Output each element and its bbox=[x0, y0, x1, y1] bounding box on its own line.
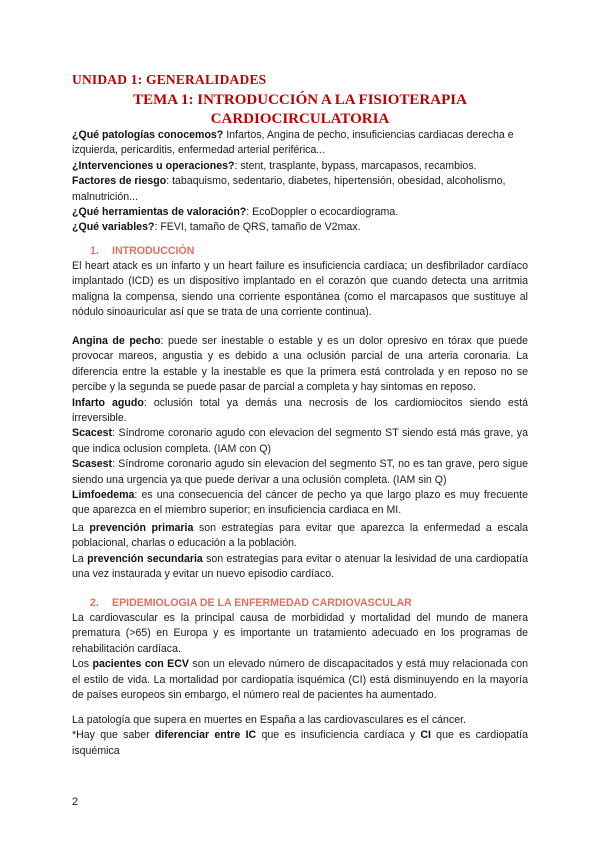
section-2-paragraph-4: *Hay que saber diferenciar entre IC que es insuficiencia cardíaca y CI que es cardiopatía isquémica bbox=[72, 729, 528, 757]
intro-questions bbox=[72, 128, 528, 236]
question-variables: ¿Qué variables?: FEVI, tamaño de QRS, tamaño de V2max. bbox=[72, 221, 361, 234]
section-1-definitions bbox=[72, 334, 528, 519]
unit-heading: UNIDAD 1: GENERALIDADES bbox=[72, 72, 267, 87]
topic-title-line2: CARDIOCIRCULATORIA bbox=[210, 111, 390, 127]
question-interventions: ¿Intervenciones u operaciones?: stent, trasplante, bypass, marcapasos, recambios. bbox=[72, 159, 477, 172]
section-2-notes bbox=[72, 713, 528, 759]
prevention-paragraphs bbox=[72, 521, 528, 583]
section-2-body bbox=[72, 611, 528, 703]
section-1-heading: 1. INTRODUCCIÓN bbox=[90, 245, 195, 257]
page-number: 2 bbox=[72, 796, 79, 808]
definition-scacest: Scacest: Síndrome coronario agudo con elevacion del segmento ST siendo está más grave, ya que indica oclusion completa. (IAM con Q) bbox=[72, 427, 528, 455]
section-2-paragraph-2: Los pacientes con ECV son un elevado número de discapacitados y está muy relacionada con el estilo de vida. La mortalidad por cardiopatía isquémica (CI) está disminuyendo en la mayoría de países europeos sin embargo, el número real de pacientes ha aumentado. bbox=[72, 658, 528, 702]
question-tools: ¿Qué herramientas de valoración?: EcoDoppler o ecocardiograma. bbox=[72, 206, 399, 219]
definition-scasest: Scasest: Síndrome coronario agudo sin elevacion del segmento ST, no es tan grave, pero sigue siendo una urgencia ya que puede derivar a una oclusión completa. (IAM sin Q) bbox=[72, 458, 528, 486]
definition-limfoedema: Limfoedema: es una consecuencia del cáncer de pecho ya que largo plazo es muy frecuente que aparezca en el miembro superior; en insuficiencia cardiaca en MI. bbox=[72, 489, 528, 517]
secondary-prevention: La prevención secundaria son estrategias para evitar o atenuar la lesividad de una cardiopatía una vez instaurada y evitar un nuevo episodio cardíaco. bbox=[72, 552, 528, 581]
question-risk-factors: Factores de riesgo: tabaquismo, sedentario, diabetes, hipertensión, obesidad, alcoholismo, malnutrición... bbox=[72, 175, 506, 203]
topic-title-line1: TEMA 1: INTRODUCCIÓN A LA FISIOTERAPIA bbox=[133, 92, 467, 108]
section-2-heading: 2. EPIDEMIOLOGIA DE LA ENFERMEDAD CARDIOVASCULAR bbox=[90, 597, 412, 609]
section-2-paragraph-1: La cardiovascular es la principal causa de morbididad y mortalidad del mundo de manera prematura (>65) en Europa y es importante un tratamiento adecuado en los programas de rehabilitación cardíaca. bbox=[72, 612, 528, 655]
question-pathologies: ¿Qué patologías conocemos? Infartos, Angina de pecho, insuficiencias cardiacas derecha e izquierda, pericarditis, enfermedad arterial periférica... bbox=[72, 129, 514, 157]
section-1-paragraph: El heart atack es un infarto y un heart failure es insuficiencia cardíaca; un desfibrilador cardíaco implantado (ICD) es un dispositivo implantado en el corazón que cuando detecta una arritmia maligna la compensa, siendo una corriente espontánea (como el marcapasos que sustituye al nódulo sinoauricular así que se trata de una corriente continua). bbox=[72, 260, 528, 319]
primary-prevention: La prevención primaria son estrategias para evitar que aparezca la enfermedad a escala poblacional, charlas o educación a la población. bbox=[72, 522, 528, 550]
definition-infarto: Infarto agudo: oclusión total ya demás una necrosis de los cardiomiocitos siendo está irreversible. bbox=[72, 396, 528, 425]
section-2-paragraph-3: La patología que supera en muertes en España a las cardiovasculares es el cáncer. bbox=[72, 714, 466, 726]
definition-angina: Angina de pecho: puede ser inestable o estable y es un dolor opresivo en tórax que puede provocar mareos, angustia y es debido a una oclusión parcial de una arteria coronaria. La diferencia entre la estable y la inestable es que la primera está controlada y en reposo no se percibe y la segunda se puede pasar de parcial a completa y hay sintomas en reposo. bbox=[72, 335, 528, 394]
